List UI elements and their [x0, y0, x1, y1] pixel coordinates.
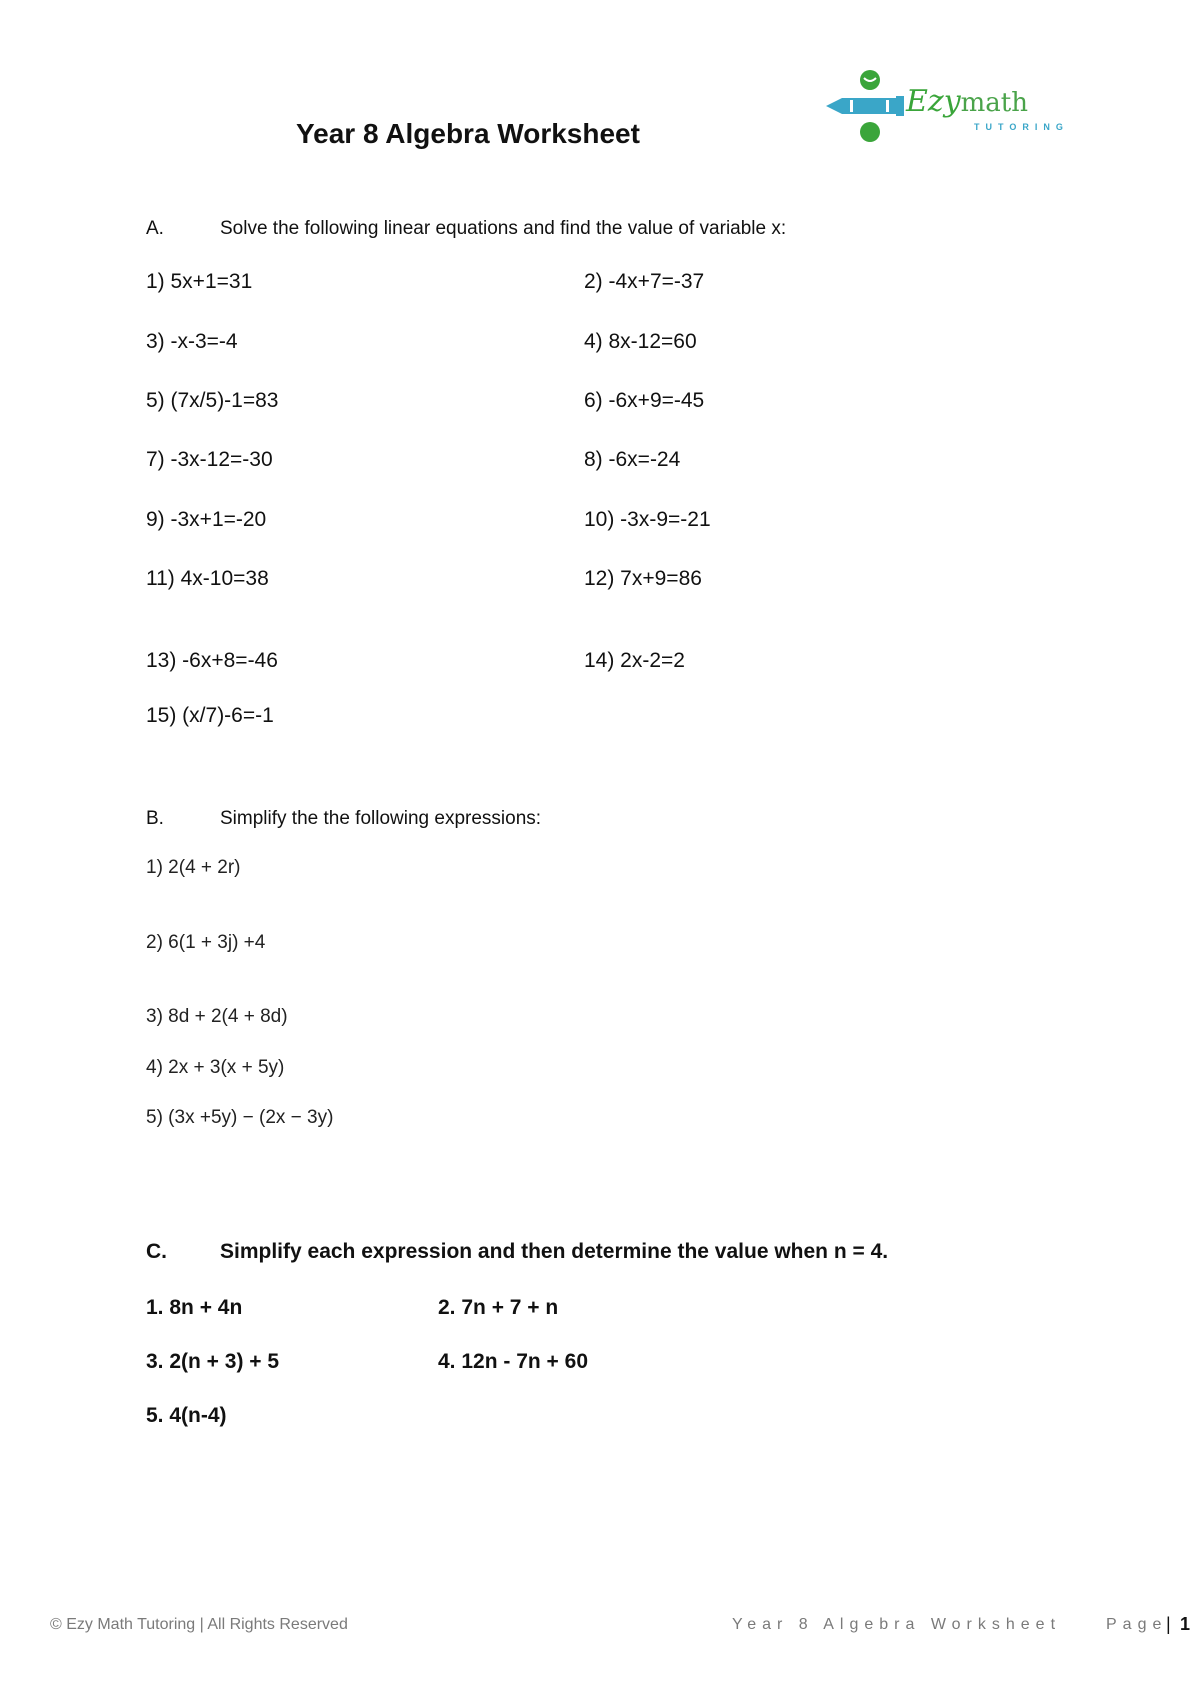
question-b-4: 4) 2x + 3(x + 5y) — [146, 1057, 285, 1078]
question-a-9: 9) -3x+1=-20 — [146, 508, 267, 531]
question-a-5: 5) (7x/5)-1=83 — [146, 389, 279, 412]
question-b-5: 5) (3x +5y) − (2x − 3y) — [146, 1107, 334, 1128]
question-c-3: 3. 2(n + 3) + 5 — [146, 1350, 280, 1373]
logo-brand-main: Ezy — [906, 84, 961, 119]
question-b-3: 3) 8d + 2(4 + 8d) — [146, 1006, 288, 1027]
question-a-8: 8) -6x=-24 — [584, 448, 681, 471]
question-c-4: 4. 12n - 7n + 60 — [438, 1350, 588, 1373]
question-a-13: 13) -6x+8=-46 — [146, 649, 278, 672]
question-a-15: 15) (x/7)-6=-1 — [146, 704, 274, 727]
footer-separator: | — [1166, 1614, 1171, 1634]
logo-brand-secondary: math — [960, 88, 1029, 118]
question-a-7: 7) -3x-12=-30 — [146, 448, 273, 471]
question-c-1: 1. 8n + 4n — [146, 1296, 243, 1319]
question-a-2: 2) -4x+7=-37 — [584, 270, 705, 293]
logo-tagline: TUTORING — [974, 122, 1069, 132]
question-c-5: 5. 4(n-4) — [146, 1404, 227, 1427]
section-b-letter: B. — [146, 808, 164, 829]
page-title: Year 8 Algebra Worksheet — [296, 118, 640, 149]
section-c-letter: C. — [146, 1240, 167, 1263]
question-a-12: 12) 7x+9=86 — [584, 567, 702, 590]
footer-copyright: © Ezy Math Tutoring | All Rights Reserved — [50, 1616, 348, 1633]
question-c-2: 2. 7n + 7 + n — [438, 1296, 559, 1319]
question-b-2: 2) 6(1 + 3j) +4 — [146, 932, 266, 953]
question-b-1: 1) 2(4 + 2r) — [146, 857, 241, 878]
question-a-10: 10) -3x-9=-21 — [584, 508, 711, 531]
footer-doc-title: Year 8 Algebra Worksheet — [732, 1616, 1062, 1633]
section-a-instruction: Solve the following linear equations and find the value of variable x: — [220, 218, 787, 239]
question-a-3: 3) -x-3=-4 — [146, 330, 238, 353]
logo-wordmark — [906, 84, 1028, 119]
question-a-14: 14) 2x-2=2 — [584, 649, 685, 672]
section-c-instruction: Simplify each expression and then determine the value when n = 4. — [220, 1240, 889, 1263]
footer-page-label: Page — [1106, 1616, 1168, 1633]
section-b-instruction: Simplify the the following expressions: — [220, 808, 542, 829]
question-a-6: 6) -6x+9=-45 — [584, 389, 705, 412]
footer-page-number: 1 — [1180, 1614, 1191, 1634]
question-a-4: 4) 8x-12=60 — [584, 330, 697, 353]
section-a-letter: A. — [146, 218, 164, 239]
question-a-1: 1) 5x+1=31 — [146, 270, 253, 293]
question-a-11: 11) 4x-10=38 — [146, 567, 269, 590]
